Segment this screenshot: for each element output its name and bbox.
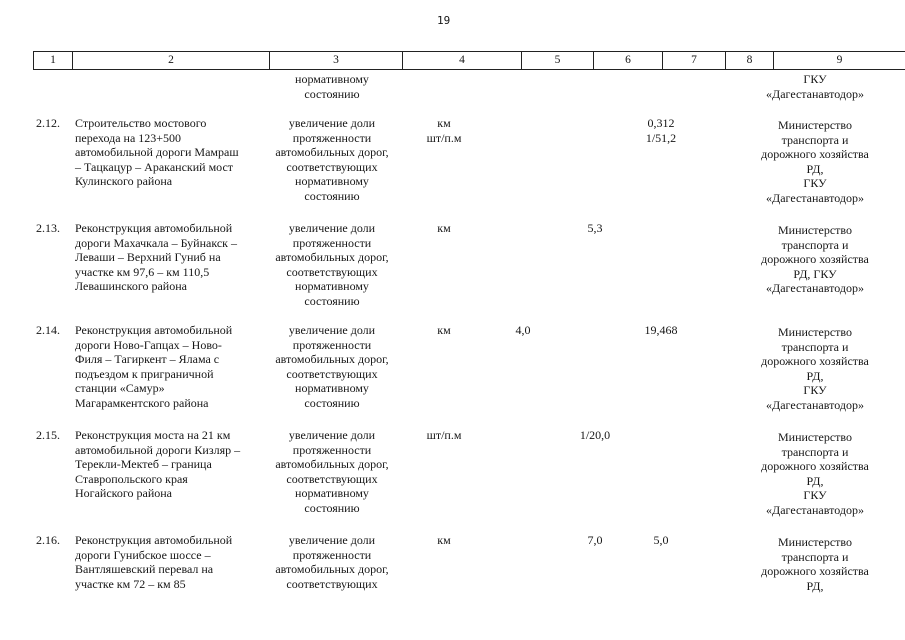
- unit: км шт/п.м: [426, 116, 462, 145]
- row-number: 2.12.: [36, 116, 60, 130]
- header-cell-9: 9: [774, 52, 905, 69]
- unit: км: [437, 323, 451, 337]
- value-col-6: 5,3: [587, 221, 603, 235]
- executor: Министерство транспорта и дорожного хозяйства РД, ГКУ «Дагестанавтодор»: [761, 430, 869, 517]
- indicator: увеличение доли протяженности автомобильных дорог, соответствующих нормативному состоянию: [275, 428, 389, 515]
- executor: Министерство транспорта и дорожного хозяйства РД, ГКУ «Дагестанавтодор»: [761, 223, 869, 296]
- continuation-executor: ГКУ «Дагестанавтодор»: [766, 72, 864, 101]
- unit: км: [437, 221, 451, 235]
- value-col-5: 4,0: [515, 323, 531, 337]
- continuation-indicator: нормативному состоянию: [295, 72, 369, 101]
- header-cell-8: 8: [726, 52, 774, 69]
- header-cell-3: 3: [270, 52, 403, 69]
- indicator: увеличение доли протяженности автомобильных дорог, соответствующих нормативному состоянию: [275, 116, 389, 203]
- header-cell-7: 7: [663, 52, 726, 69]
- value-col-6: 7,0: [587, 533, 603, 547]
- value-col-6: 1/20,0: [579, 428, 611, 442]
- row-number: 2.15.: [36, 428, 60, 442]
- table-header-row: [33, 51, 905, 70]
- header-cell-6: 6: [594, 52, 663, 69]
- measure-name: Строительство мостового перехода на 123+500 автомобильной дороги Мамраш – Тацкацур – Араканский мост Кулинского района: [75, 116, 239, 189]
- page-number: 19: [437, 14, 451, 27]
- header-cell-2: 2: [73, 52, 270, 69]
- measure-name: Реконструкция моста на 21 км автомобильной дороги Кизляр – Терекли-Мектеб – граница Ставропольского края Ногайского района: [75, 428, 241, 501]
- value-col-7: 5,0: [653, 533, 669, 547]
- executor: Министерство транспорта и дорожного хозяйства РД, ГКУ «Дагестанавтодор»: [761, 325, 869, 412]
- measure-name: Реконструкция автомобильной дороги Махачкала – Буйнакск – Леваши – Верхний Гуниб на участке км 97,6 – км 110,5 Левашинского района: [75, 221, 238, 294]
- executor: Министерство транспорта и дорожного хозяйства РД,: [761, 535, 869, 593]
- header-cell-5: 5: [522, 52, 594, 69]
- value-col-7: 19,468: [644, 323, 678, 337]
- row-number: 2.14.: [36, 323, 60, 337]
- indicator: увеличение доли протяженности автомобильных дорог, соответствующих нормативному состоянию: [275, 221, 389, 308]
- unit: км: [437, 533, 451, 547]
- header-cell-1: 1: [34, 52, 73, 69]
- indicator: увеличение доли протяженности автомобильных дорог, соответствующих нормативному состоянию: [275, 323, 389, 410]
- row-number: 2.13.: [36, 221, 60, 235]
- value-col-7: 0,312 1/51,2: [645, 116, 677, 145]
- executor: Министерство транспорта и дорожного хозяйства РД, ГКУ «Дагестанавтодор»: [761, 118, 869, 205]
- measure-name: Реконструкция автомобильной дороги Гунибское шоссе – Вантляшевский перевал на участке км 72 – км 85: [75, 533, 233, 591]
- row-number: 2.16.: [36, 533, 60, 547]
- indicator: увеличение доли протяженности автомобильных дорог, соответствующих: [275, 533, 389, 591]
- header-cell-4: 4: [403, 52, 522, 69]
- unit: шт/п.м: [426, 428, 462, 442]
- measure-name: Реконструкция автомобильной дороги Ново-Гапцах – Ново- Филя – Тагиркент – Ялама с подъездом к приграничной станции «Самур» Магарамкентского района: [75, 323, 233, 410]
